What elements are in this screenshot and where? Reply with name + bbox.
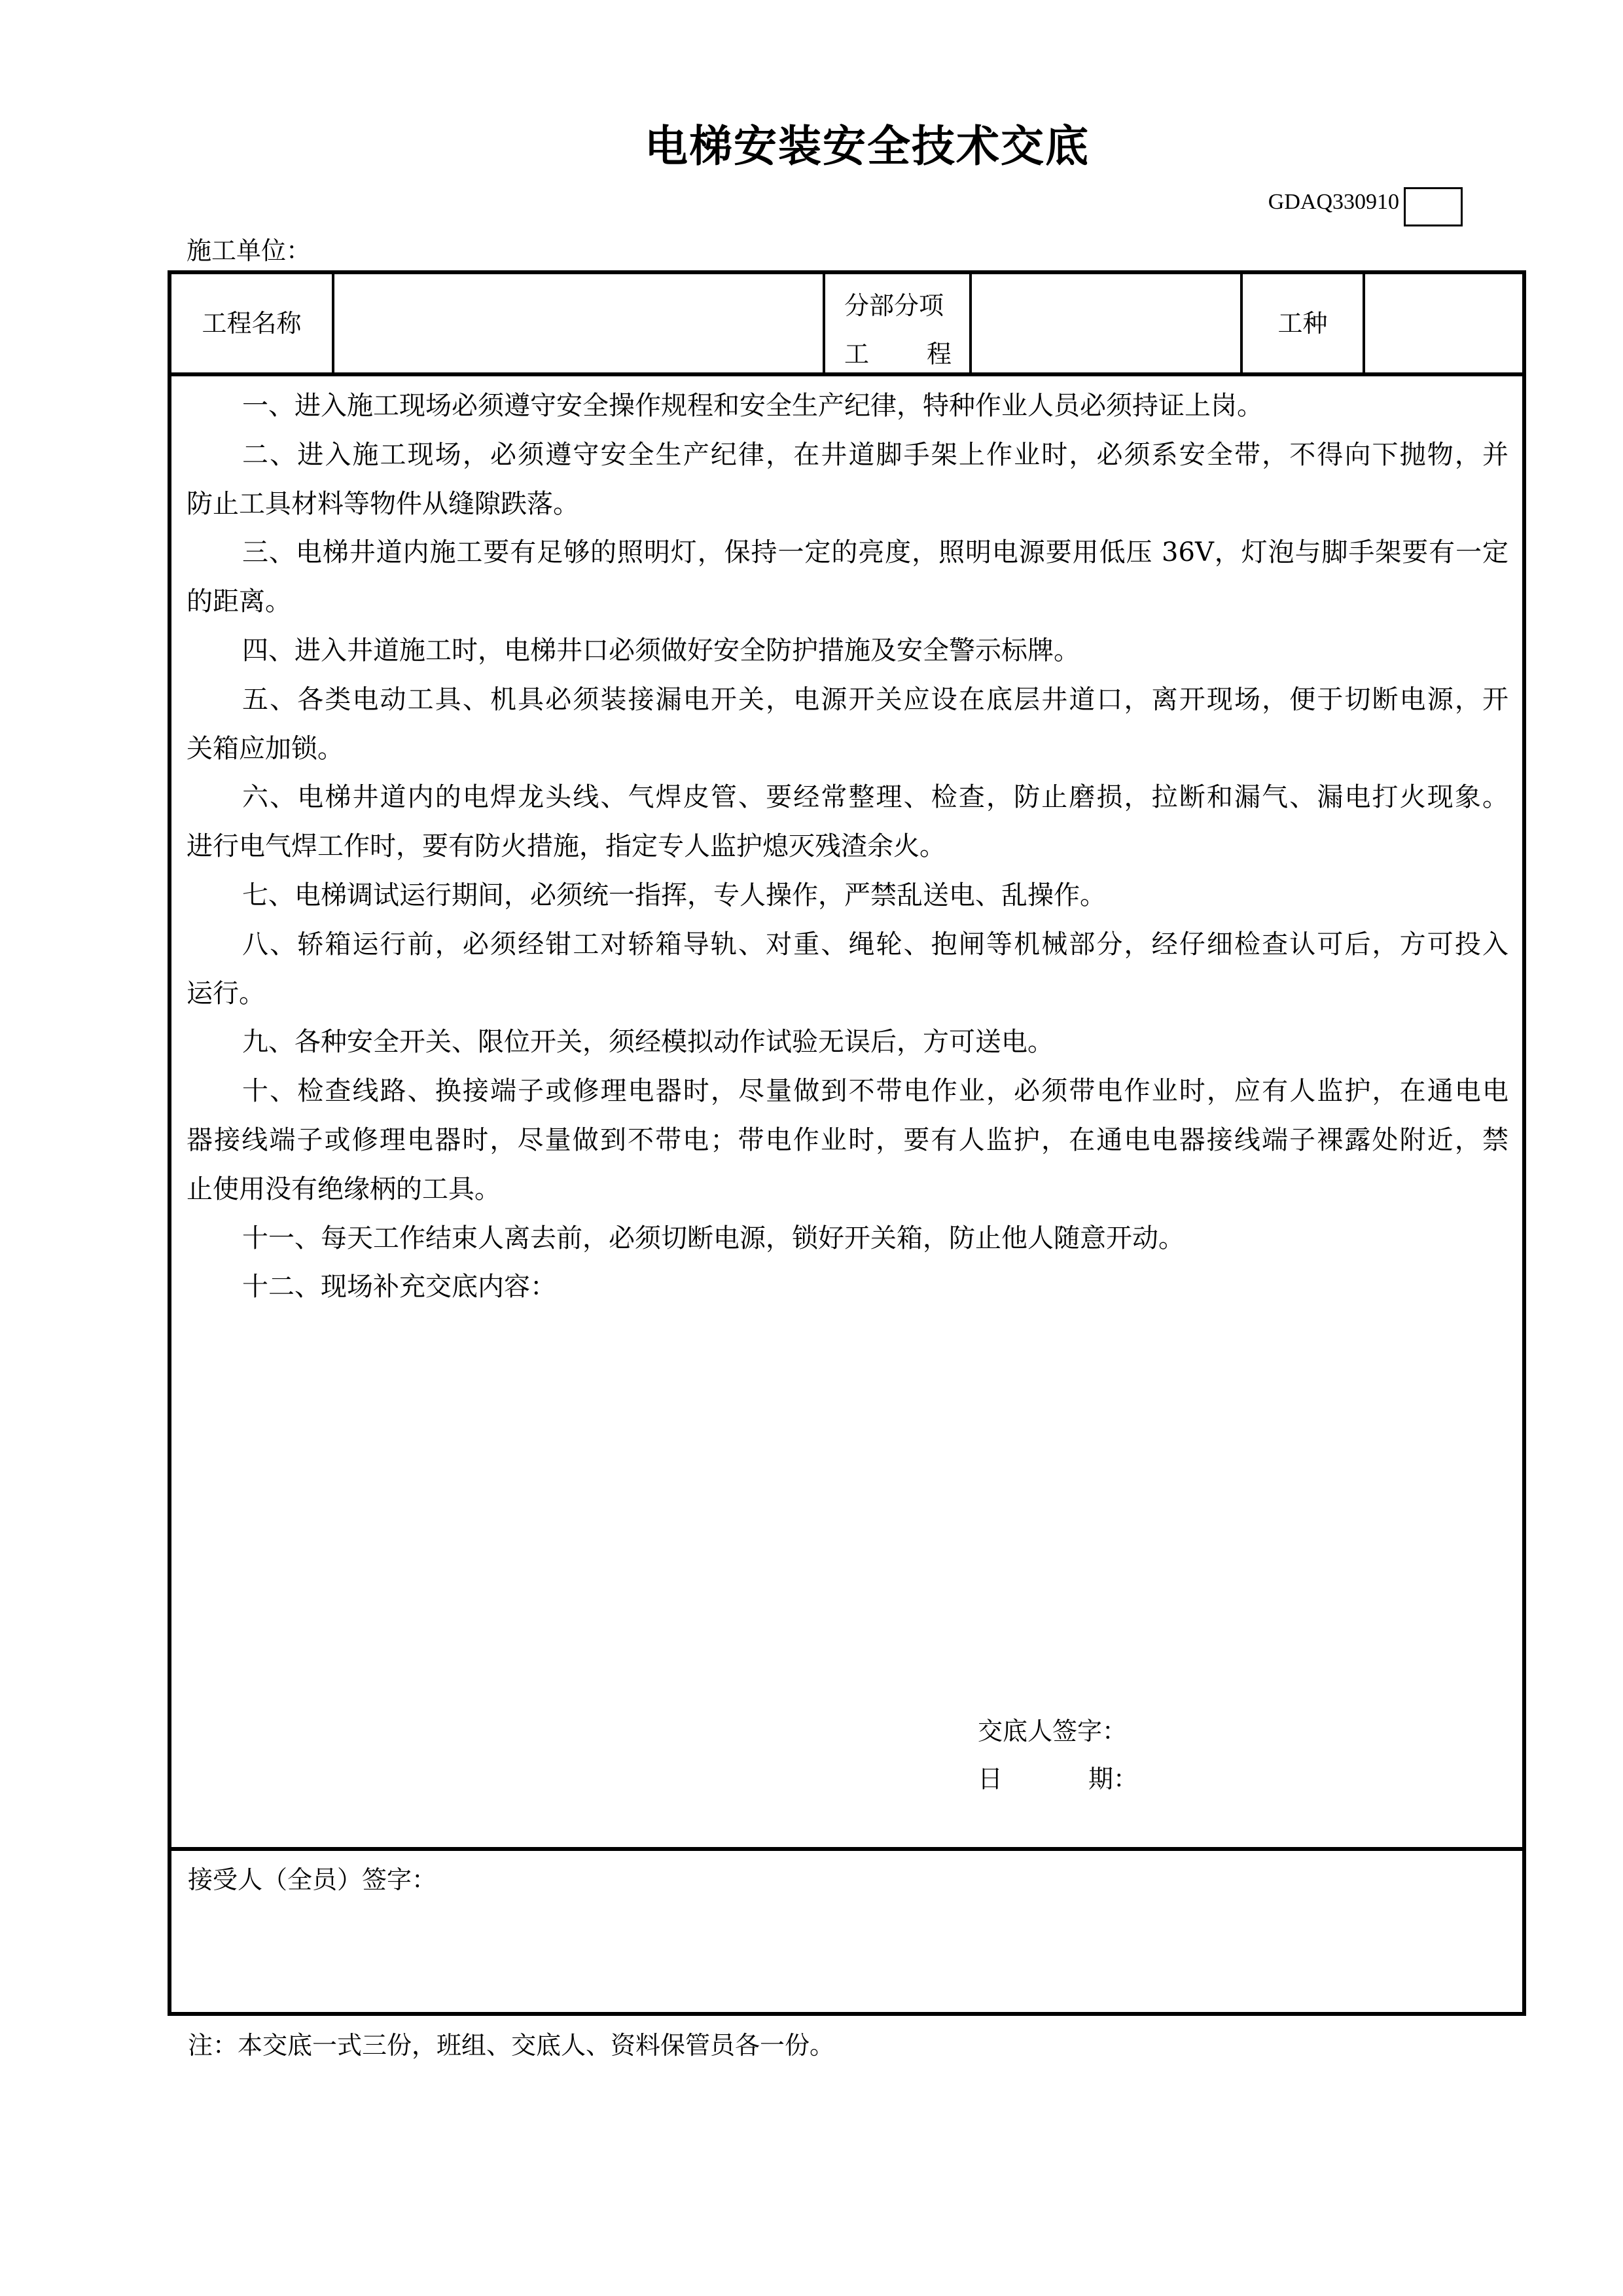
disclosure-item-line: 关箱应加锁。	[187, 733, 344, 764]
disclosure-item-line: 十二、现场补充交底内容：	[242, 1272, 556, 1302]
sub-project-label-line1: 分部分项	[844, 291, 944, 320]
sub-project-value[interactable]	[972, 308, 1240, 338]
disclosure-item-line: 四、进入井道施工时，电梯井口必须做好安全防护措施及安全警示标牌。	[242, 636, 1080, 666]
sub-project-label-char-gong: 工	[844, 340, 870, 368]
date-label-qi: 期：	[1088, 1765, 1138, 1793]
trade-value[interactable]	[1365, 308, 1518, 338]
footer-note: 注：本交底一式三份，班组、交底人、资料保管员各一份。	[188, 2031, 835, 2060]
document-code: GDAQ330910	[1268, 190, 1399, 214]
disclosure-item-line: 二、进入施工现场，必须遵守安全生产纪律，在井道脚手架上作业时，必须系安全带，不得向下抛物，并	[242, 439, 1508, 470]
disclosure-item-line: 十、检查线路、换接端子或修理电器时，尽量做到不带电作业，必须带电作业时，应有人监护，在通电电	[242, 1076, 1508, 1107]
disclosure-item-line: 止使用没有绝缘柄的工具。	[187, 1174, 501, 1204]
sub-project-label-char-cheng: 程	[926, 340, 952, 368]
disclosure-item-line: 八、轿箱运行前，必须经钳工对轿箱导轨、对重、绳轮、抱闸等机械部分，经仔细检查认可后，方可投入	[242, 929, 1508, 960]
receiver-row-divider	[168, 1847, 1525, 1851]
trade-label: 工种	[1277, 309, 1328, 338]
column-divider	[823, 274, 825, 372]
construction-unit-label: 施工单位：	[187, 236, 312, 265]
disclosure-item-line: 三、电梯井道内施工要有足够的照明灯，保持一定的亮度，照明电源要用低压 36V，灯泡与脚手架要有一定	[242, 537, 1508, 568]
disclosure-item-line: 十一、每天工作结束人离去前，必须切断电源，锁好开关箱，防止他人随意开动。	[242, 1223, 1185, 1253]
disclosure-item-line: 九、各种安全开关、限位开关，须经模拟动作试验无误后，方可送电。	[242, 1027, 1054, 1058]
disclosure-date-label	[978, 1763, 1138, 1795]
disclosure-item-line: 七、电梯调试运行期间，必须统一指挥，专人操作，严禁乱送电、乱操作。	[242, 880, 1106, 910]
receiver-signature-label: 接受人（全员）签字：	[188, 1865, 437, 1894]
header-row-divider	[168, 372, 1525, 376]
document-title: 电梯安装安全技术交底	[645, 121, 1090, 171]
disclosure-item-line: 运行。	[187, 978, 265, 1009]
project-name-label: 工程名称	[202, 309, 302, 338]
disclosure-item-line: 器接线端子或修理电器时，尽量做到不带电；带电作业时，要有人监护，在通电电器接线端子裸露处附近，禁	[187, 1125, 1508, 1155]
discloser-signature-label: 交底人签字：	[978, 1717, 1128, 1746]
disclosure-item-line: 进行电气焊工作时，要有防火措施，指定专人监护熄灭残渣余火。	[187, 831, 946, 862]
disclosure-item-line: 一、进入施工现场必须遵守安全操作规程和安全生产纪律，特种作业人员必须持证上岗。	[242, 391, 1263, 421]
disclosure-item-line: 六、电梯井道内的电焊龙头线、气焊皮管、要经常整理、检查，防止磨损，拉断和漏气、漏电打火现象。	[242, 782, 1508, 813]
disclosure-item-line: 的距离。	[187, 586, 291, 617]
disclosure-item-line: 五、各类电动工具、机具必须装接漏电开关，电源开关应设在底层井道口，离开现场，便于切断电源，开	[242, 684, 1508, 715]
sub-project-label-line2	[844, 339, 952, 369]
project-name-value[interactable]	[334, 308, 823, 338]
disclosure-item-line: 防止工具材料等物件从缝隙跌落。	[187, 488, 579, 519]
sub-project-label	[844, 291, 952, 369]
date-label-ri: 日	[978, 1765, 1003, 1793]
document-code-box[interactable]	[1404, 187, 1463, 226]
